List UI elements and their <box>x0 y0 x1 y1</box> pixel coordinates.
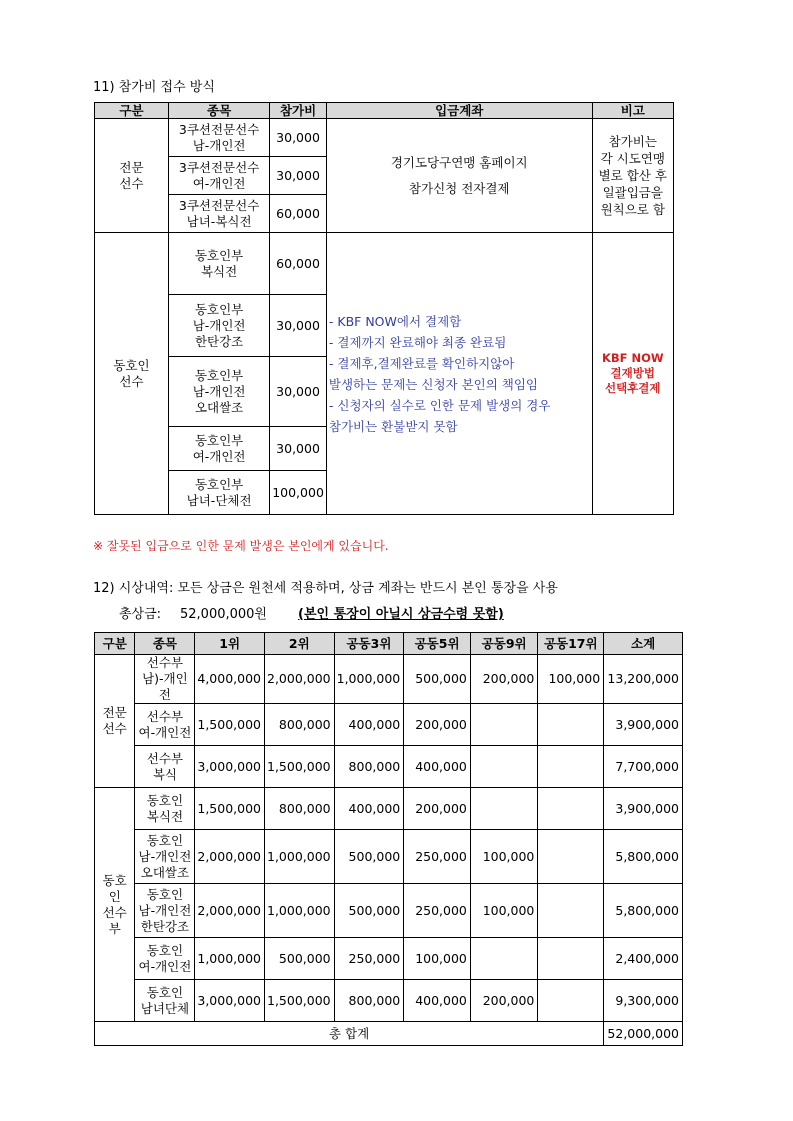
fee-amount: 30,000 <box>270 119 327 157</box>
prize-cell <box>538 980 604 1022</box>
prize-cell <box>538 884 604 938</box>
payment-note-line: - 신청자의 실수로 인한 문제 발생의 경우 <box>328 397 551 413</box>
fee-event-name: 3쿠션전문선수 남녀-복식전 <box>169 195 270 233</box>
header-account: 입금계좌 <box>326 103 592 119</box>
table-row <box>95 704 683 746</box>
prize-cell: 200,000 <box>404 704 471 746</box>
prize-table <box>94 632 683 1046</box>
table-row <box>95 746 683 788</box>
prize-cell: 100,000 <box>404 938 471 980</box>
prize-subtotal: 9,300,000 <box>604 980 683 1022</box>
fee-amount: 100,000 <box>270 471 327 515</box>
total-prize-value: 52,000,000원 <box>180 607 267 622</box>
account-line-2: 참가신청 전자결제 <box>408 180 510 196</box>
grand-total-label: 총 합계 <box>95 1022 604 1046</box>
prize-cell: 400,000 <box>334 704 404 746</box>
prize-cell <box>470 704 538 746</box>
prize-header: 공동3위 <box>334 633 404 655</box>
account-line-1: 경기도당구연맹 홈페이지 <box>390 154 528 170</box>
prize-cell: 500,000 <box>404 655 471 704</box>
prize-cell <box>470 788 538 830</box>
fee-amount: 60,000 <box>270 233 327 295</box>
prize-amateur-group: 동호인 선수부 <box>95 788 135 1022</box>
prize-cell: 500,000 <box>334 884 404 938</box>
prize-event: 동호인 여-개인전 <box>135 938 195 980</box>
prize-subtotal: 3,900,000 <box>604 704 683 746</box>
prize-cell: 100,000 <box>538 655 604 704</box>
fee-event-name: 동호인부 남-개인전 한탄강조 <box>169 295 270 357</box>
prize-cell: 800,000 <box>265 704 335 746</box>
prize-cell <box>538 746 604 788</box>
fee-amount: 30,000 <box>270 295 327 357</box>
fee-amount: 30,000 <box>270 427 327 471</box>
payment-note-line: - 결제까지 완료해야 최종 완료됨 <box>328 334 507 350</box>
prize-cell: 250,000 <box>404 884 471 938</box>
prize-cell: 250,000 <box>404 830 471 884</box>
header-division: 구분 <box>95 103 169 119</box>
prize-subtotal: 5,800,000 <box>604 884 683 938</box>
payment-note-line: - KBF NOW에서 결제함 <box>328 313 462 329</box>
prize-cell: 500,000 <box>265 938 335 980</box>
prize-cell: 100,000 <box>470 884 538 938</box>
fee-amount: 60,000 <box>270 195 327 233</box>
prize-event: 동호인 남-개인전 한탄강조 <box>135 884 195 938</box>
prize-cell: 1,500,000 <box>265 980 335 1022</box>
payment-note-line: - 결제후,결제완료를 확인하지않아 <box>328 355 515 371</box>
total-prize-label: 총상금: <box>119 607 162 622</box>
prize-event: 동호인 남-개인전 오대쌀조 <box>135 830 195 884</box>
prize-cell: 3,000,000 <box>195 746 265 788</box>
header-fee: 참가비 <box>270 103 327 119</box>
prize-subtotal: 7,700,000 <box>604 746 683 788</box>
prize-event: 선수부 여-개인전 <box>135 704 195 746</box>
payment-warning: ※ 잘못된 입금으로 인한 문제 발생은 본인에게 있습니다. <box>93 539 389 553</box>
prize-cell: 2,000,000 <box>195 830 265 884</box>
prize-cell <box>538 938 604 980</box>
prize-pro-group: 전문 선수 <box>95 655 135 788</box>
total-prize-note: (본인 통장이 아닐시 상금수령 못함) <box>298 607 504 622</box>
prize-event: 동호인 남녀단체 <box>135 980 195 1022</box>
prize-subtotal: 3,900,000 <box>604 788 683 830</box>
prize-cell: 3,000,000 <box>195 980 265 1022</box>
prize-header: 종목 <box>135 633 195 655</box>
prize-subtotal: 2,400,000 <box>604 938 683 980</box>
fee-table <box>94 102 674 515</box>
prize-cell: 2,000,000 <box>265 655 335 704</box>
header-event: 종목 <box>169 103 270 119</box>
prize-header: 구분 <box>95 633 135 655</box>
prize-cell: 200,000 <box>470 980 538 1022</box>
pro-account-cell <box>326 119 592 233</box>
fee-event-name: 동호인부 복식전 <box>169 233 270 295</box>
prize-event: 선수부 남)-개인전 <box>135 655 195 704</box>
prize-cell: 1,000,000 <box>334 655 404 704</box>
table-row <box>95 884 683 938</box>
pro-group-label: 전문 선수 <box>95 119 169 233</box>
prize-cell <box>470 746 538 788</box>
prize-header: 공동17위 <box>538 633 604 655</box>
prize-header: 공동9위 <box>470 633 538 655</box>
prize-event: 선수부 복식 <box>135 746 195 788</box>
pro-note-cell: 참가비는 각 시도연맹 별로 합산 후 일괄입금을 원칙으로 함 <box>592 119 673 233</box>
fee-event-name: 3쿠션전문선수 여-개인전 <box>169 157 270 195</box>
prize-cell <box>470 938 538 980</box>
table-row <box>95 788 683 830</box>
amateur-group-label: 동호인 선수 <box>95 233 169 515</box>
prize-header: 1위 <box>195 633 265 655</box>
prize-cell: 800,000 <box>334 980 404 1022</box>
payment-note-line: 참가비는 환불받지 못함 <box>328 418 458 434</box>
prize-event: 동호인 복식전 <box>135 788 195 830</box>
prize-cell: 400,000 <box>404 746 471 788</box>
fee-amount: 30,000 <box>270 157 327 195</box>
prize-header: 2위 <box>265 633 335 655</box>
prize-cell: 100,000 <box>470 830 538 884</box>
fee-event-name: 동호인부 남-개인전 오대쌀조 <box>169 357 270 427</box>
grand-total-value: 52,000,000 <box>604 1022 683 1046</box>
prize-cell <box>538 704 604 746</box>
prize-cell: 1,500,000 <box>195 788 265 830</box>
header-note: 비고 <box>592 103 673 119</box>
prize-cell: 1,000,000 <box>265 830 335 884</box>
fee-event-name: 동호인부 남녀-단체전 <box>169 471 270 515</box>
table-row <box>95 980 683 1022</box>
prize-cell: 4,000,000 <box>195 655 265 704</box>
table-row <box>95 938 683 980</box>
prize-cell <box>538 788 604 830</box>
payment-note-line: 발생하는 문제는 신청자 본인의 책임임 <box>328 376 539 392</box>
prize-cell: 200,000 <box>470 655 538 704</box>
amateur-note-cell: KBF NOW 결재방법 선택후결제 <box>592 233 673 515</box>
fee-amount: 30,000 <box>270 357 327 427</box>
grand-total-row <box>95 1022 683 1046</box>
prize-cell <box>538 830 604 884</box>
prize-cell: 1,500,000 <box>195 704 265 746</box>
prize-subtotal: 13,200,000 <box>604 655 683 704</box>
table-row <box>95 830 683 884</box>
prize-cell: 800,000 <box>334 746 404 788</box>
prize-subtotal: 5,800,000 <box>604 830 683 884</box>
amateur-payment-notes <box>326 233 592 515</box>
fee-event-name: 동호인부 여-개인전 <box>169 427 270 471</box>
section-11-title: 11) 참가비 접수 방식 <box>93 80 215 95</box>
table-row <box>95 655 683 704</box>
prize-header: 소계 <box>604 633 683 655</box>
prize-header: 공동5위 <box>404 633 471 655</box>
prize-cell: 400,000 <box>334 788 404 830</box>
prize-cell: 1,000,000 <box>265 884 335 938</box>
prize-cell: 2,000,000 <box>195 884 265 938</box>
prize-cell: 1,500,000 <box>265 746 335 788</box>
prize-cell: 200,000 <box>404 788 471 830</box>
prize-cell: 800,000 <box>265 788 335 830</box>
fee-event-name: 3쿠션전문선수 남-개인전 <box>169 119 270 157</box>
prize-cell: 1,000,000 <box>195 938 265 980</box>
section-12-title: 12) 시상내역: 모든 상금은 원천세 적용하며, 상금 계좌는 반드시 본인 통장을 사용 <box>93 581 558 596</box>
prize-cell: 500,000 <box>334 830 404 884</box>
prize-cell: 250,000 <box>334 938 404 980</box>
prize-cell: 400,000 <box>404 980 471 1022</box>
